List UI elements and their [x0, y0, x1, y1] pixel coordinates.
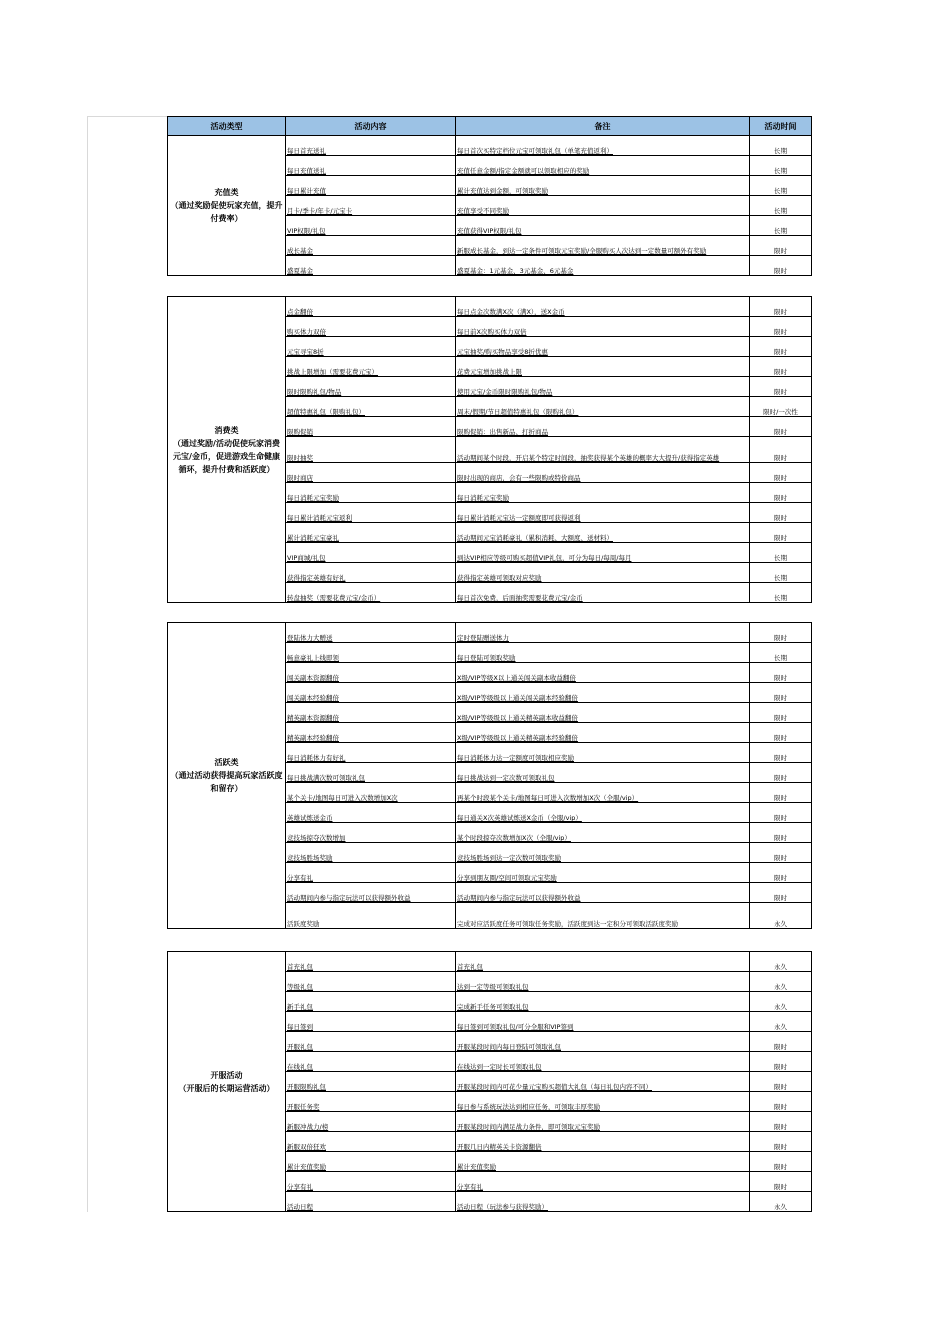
category-cell: [168, 623, 286, 929]
note-cell: 每日首次免费，后面抽奖需要花费元宝/金币: [456, 583, 750, 603]
activity-content-cell: 转盘抽奖（需要花费元宝/金币）: [286, 583, 456, 603]
note-cell: 开服某段时间内满足战力条件，即可领取元宝奖励: [456, 1112, 750, 1132]
activity-time-cell: 永久: [750, 992, 812, 1012]
activity-time-cell: 长期: [750, 156, 812, 176]
note-cell: X级/VIP等级级以上通关闯关副本经验翻倍: [456, 683, 750, 703]
activity-time-cell: 限时: [750, 337, 812, 357]
note-cell: 每日登陆可领取奖励: [456, 643, 750, 663]
activity-content-cell: 限时商店: [286, 463, 456, 483]
note-cell: 某个时段掠夺次数增加X次（全服/vip）: [456, 823, 750, 843]
header-row: [168, 117, 812, 136]
activity-time-cell: 限时: [750, 1092, 812, 1112]
activity-time-cell: 限时: [750, 1132, 812, 1152]
note-cell: 限购促销：出售新品、打折商品: [456, 417, 750, 437]
note-cell: 每日累计消耗元宝达一定额度即可获得返利: [456, 503, 750, 523]
activity-content-cell: 每日首充送礼: [286, 136, 456, 156]
activity-time-cell: 限时: [750, 803, 812, 823]
activity-content-cell: VIP商城/礼包: [286, 543, 456, 563]
note-cell: 每日消耗元宝奖励: [456, 483, 750, 503]
activity-time-cell: 限时: [750, 236, 812, 256]
activity-content-cell: 开服任务奖: [286, 1092, 456, 1112]
activity-content-cell: 成长基金: [286, 236, 456, 256]
activity-content-cell: 元宝寻宝8折: [286, 337, 456, 357]
activity-time-cell: 限时: [750, 683, 812, 703]
activity-content-cell: 新手礼包: [286, 992, 456, 1012]
activity-content-cell: 每日签到: [286, 1012, 456, 1032]
activity-time-cell: 限时: [750, 863, 812, 883]
activity-content-cell: 首充礼包: [286, 952, 456, 972]
activity-content-cell: 累计消耗元宝豪礼: [286, 523, 456, 543]
activity-content-cell: 挑战上限增加（需要花费元宝）: [286, 357, 456, 377]
note-cell: 累计充值达到金额，可领取奖励: [456, 176, 750, 196]
note-cell: 每日消耗体力达一定额度可领取相应奖励: [456, 743, 750, 763]
category-title: 活跃类: [214, 758, 239, 767]
note-cell: X级/VIP等级级以上通关精英副本经验翻倍: [456, 723, 750, 743]
activity-time-cell: 永久: [750, 972, 812, 992]
note-cell: 充值获得VIP权限/礼包: [456, 216, 750, 236]
activity-content-cell: 限时限购礼包/物品: [286, 377, 456, 397]
note-cell: 获得指定英雄可领取对应奖励: [456, 563, 750, 583]
activity-time-cell: 限时: [750, 763, 812, 783]
note-cell: 每日通关X次英雄试炼送X金币（全服/vip）: [456, 803, 750, 823]
activity-content-cell: 每日挑战满次数可领取礼包: [286, 763, 456, 783]
activity-time-cell: 长期: [750, 543, 812, 563]
note-cell: 竞技场胜场到达一定次数可领取奖励: [456, 843, 750, 863]
activity-content-cell: 闯关副本经验翻倍: [286, 683, 456, 703]
activity-time-cell: 限时: [750, 883, 812, 903]
activity-table: [167, 622, 812, 929]
note-cell: 花费元宝增加挑战上限: [456, 357, 750, 377]
category-cell: [168, 952, 286, 1212]
category-title: 开服活动: [210, 1070, 243, 1080]
category-cell: [168, 136, 286, 276]
activity-content-cell: 竞技场胜场奖励: [286, 843, 456, 863]
sheet-left-gridline: [87, 116, 88, 1212]
header-time: 活动时间: [750, 117, 812, 136]
note-cell: 活动期间内参与指定玩法可以获得额外收益: [456, 883, 750, 903]
activity-content-cell: 登陆体力大赠送: [286, 623, 456, 643]
activity-time-cell: 限时: [750, 256, 812, 276]
note-cell: 限时出现的商店，会有一些限购或特价商品: [456, 463, 750, 483]
category-title: 充值类: [214, 188, 239, 197]
activity-content-cell: 月卡/季卡/年卡/元宝卡: [286, 196, 456, 216]
note-cell: 每日签到可领取礼包/可分全服和VIP签到: [456, 1012, 750, 1032]
activity-content-cell: 超值特惠礼包（限购礼包）: [286, 397, 456, 417]
note-cell: 达到一定等级可领取礼包: [456, 972, 750, 992]
note-cell: 每日首次买特定档位元宝可领取礼包（单笔充值返利）: [456, 136, 750, 156]
header-content: 活动内容: [286, 117, 456, 136]
activity-time-cell: 限时: [750, 503, 812, 523]
activity-time-cell: 限时: [750, 663, 812, 683]
consumption-table: [167, 296, 812, 603]
activity-content-cell: 精英副本经验翻倍: [286, 723, 456, 743]
note-cell: 每日前X次购买体力双倍: [456, 317, 750, 337]
activity-content-cell: 活动期间内参与指定玩法可以获得额外收益: [286, 883, 456, 903]
category-cell: [168, 297, 286, 603]
activity-content-cell: 等级礼包: [286, 972, 456, 992]
activity-time-cell: 限时: [750, 377, 812, 397]
activity-content-cell: 英雄试炼送金币: [286, 803, 456, 823]
activity-time-cell: 限时: [750, 317, 812, 337]
activity-time-cell: 永久: [750, 903, 812, 929]
note-cell: 每日挑战达到一定次数可领取礼包: [456, 763, 750, 783]
activity-content-cell: 某个关卡/地图每日可进入次数增加X次: [286, 783, 456, 803]
activity-time-cell: 限时: [750, 1072, 812, 1092]
note-cell: 完成对应活跃度任务可领取任务奖励，活跃度到达一定积分可领取活跃度奖励: [456, 903, 750, 929]
activity-content-cell: 盛夏基金: [286, 256, 456, 276]
activity-time-cell: 限时: [750, 723, 812, 743]
note-cell: X级/VIP等级级以上通关精英副本收益翻倍: [456, 703, 750, 723]
activity-content-cell: 每日累计充值: [286, 176, 456, 196]
note-cell: X级/VIP等级X以上通关闯关副本收益翻倍: [456, 663, 750, 683]
category-title: 消费类: [214, 425, 239, 435]
note-cell: 充值任意金额/指定金额就可以领取相应的奖励: [456, 156, 750, 176]
activity-time-cell: 限时: [750, 1032, 812, 1052]
note-cell: 新服成长基金，到达一定条件可领取元宝奖励/全服购买人次达到一定数量可额外有奖励: [456, 236, 750, 256]
activity-content-cell: 获得指定英雄有好礼: [286, 563, 456, 583]
activity-content-cell: 每日消耗体力有好礼: [286, 743, 456, 763]
activity-time-cell: 限时: [750, 297, 812, 317]
activity-content-cell: 购买体力双倍: [286, 317, 456, 337]
note-cell: 活动日程（玩法参与获得奖励）: [456, 1192, 750, 1212]
note-cell: 首充礼包: [456, 952, 750, 972]
activity-time-cell: 限时: [750, 463, 812, 483]
activity-content-cell: 在线礼包: [286, 1052, 456, 1072]
header-note: 备注: [456, 117, 750, 136]
activity-content-cell: 开服礼包: [286, 1032, 456, 1052]
note-cell: 周末/假期/节日超值特惠礼包（限购礼包）: [456, 397, 750, 417]
activity-time-cell: 长期: [750, 176, 812, 196]
note-cell: 盛夏基金：1元基金、3元基金、6元基金: [456, 256, 750, 276]
activity-content-cell: VIP权限/礼包: [286, 216, 456, 236]
activity-content-cell: 点金翻倍: [286, 297, 456, 317]
note-cell: 定时登陆赠送体力: [456, 623, 750, 643]
activity-content-cell: 活动日程: [286, 1192, 456, 1212]
table-row: [168, 136, 812, 156]
activity-time-cell: 长期: [750, 136, 812, 156]
note-cell: 分享有礼: [456, 1172, 750, 1192]
note-cell: 到达VIP相应等级可购买超值VIP礼包，可分为每日/每周/每月: [456, 543, 750, 563]
activity-time-cell: 长期: [750, 216, 812, 236]
activity-time-cell: 永久: [750, 1192, 812, 1212]
activity-time-cell: 长期: [750, 583, 812, 603]
activity-time-cell: 限时/一次性: [750, 397, 812, 417]
activity-content-cell: 分享有礼: [286, 1172, 456, 1192]
category-subtitle: （通过奖励/活动促使玩家消费元宝/金币，促进游戏生命健康循环，提升付费和活跃度）: [173, 438, 280, 474]
activity-time-cell: 长期: [750, 563, 812, 583]
activity-time-cell: 限时: [750, 1112, 812, 1132]
activity-content-cell: 活跃度奖励: [286, 903, 456, 929]
activity-time-cell: 限时: [750, 743, 812, 763]
activity-time-cell: 永久: [750, 952, 812, 972]
activity-time-cell: 永久: [750, 1012, 812, 1032]
activity-time-cell: 限时: [750, 523, 812, 543]
category-subtitle: （通过活动获得提高玩家活跃度和留存）: [170, 771, 283, 793]
note-cell: 在线达到一定时长可领取礼包: [456, 1052, 750, 1072]
header-type: 活动类型: [168, 117, 286, 136]
recharge-table: [167, 116, 812, 276]
activity-time-cell: 限时: [750, 783, 812, 803]
activity-time-cell: 限时: [750, 823, 812, 843]
category-subtitle: （通过奖励促使玩家充值，提升付费率）: [170, 201, 283, 223]
activity-content-cell: 限购促销: [286, 417, 456, 437]
activity-content-cell: 累计充值奖励: [286, 1152, 456, 1172]
note-cell: 开服几日内精英关卡资源翻倍: [456, 1132, 750, 1152]
sheet-top-gridline: [87, 116, 167, 117]
table-row: [168, 297, 812, 317]
activity-content-cell: 精英副本资源翻倍: [286, 703, 456, 723]
activity-time-cell: 限时: [750, 1052, 812, 1072]
note-cell: 完成新手任务可领取礼包: [456, 992, 750, 1012]
activity-content-cell: 新服冲战力/榜: [286, 1112, 456, 1132]
category-subtitle: （开服后的长期运营活动）: [178, 1083, 275, 1093]
activity-time-cell: 限时: [750, 843, 812, 863]
activity-content-cell: 畅意豪礼上线即领: [286, 643, 456, 663]
activity-time-cell: 限时: [750, 417, 812, 437]
activity-time-cell: 限时: [750, 483, 812, 503]
note-cell: 累计充值奖励: [456, 1152, 750, 1172]
activity-time-cell: 长期: [750, 643, 812, 663]
note-cell: 再某个时段某个关卡/地图每日可进入次数增加X次（全服/vip）: [456, 783, 750, 803]
activity-time-cell: 长期: [750, 196, 812, 216]
activity-content-cell: 每日消耗元宝奖励: [286, 483, 456, 503]
note-cell: 活动期间元宝消耗豪礼（累积消耗、大额度、送材料）: [456, 523, 750, 543]
note-cell: 元宝抽奖/购买物品享受8折优惠: [456, 337, 750, 357]
activity-time-cell: 限时: [750, 1172, 812, 1192]
activity-content-cell: 分享有礼: [286, 863, 456, 883]
activity-content-cell: 开服限购礼包: [286, 1072, 456, 1092]
activity-time-cell: 限时: [750, 623, 812, 643]
note-cell: 每日参与系统玩法达到相应任务，可领取丰厚奖励: [456, 1092, 750, 1112]
activity-content-cell: 限时抽奖: [286, 437, 456, 463]
activity-content-cell: 每日充值送礼: [286, 156, 456, 176]
note-cell: 充值享受不同奖励: [456, 196, 750, 216]
activity-time-cell: 限时: [750, 703, 812, 723]
server-launch-table: [167, 951, 812, 1212]
note-cell: 开服某段时间内每日登陆可领取礼包: [456, 1032, 750, 1052]
activity-time-cell: 限时: [750, 357, 812, 377]
activity-content-cell: 闯关副本资源翻倍: [286, 663, 456, 683]
activity-content-cell: 每日累计消耗元宝返利: [286, 503, 456, 523]
activity-time-cell: 限时: [750, 437, 812, 463]
activity-content-cell: 新服双倍狂欢: [286, 1132, 456, 1152]
table-row: [168, 952, 812, 972]
table-row: [168, 623, 812, 643]
note-cell: 开服某段时间内可花少量元宝购买超值大礼包（每日礼包内容不同）: [456, 1072, 750, 1092]
note-cell: 活动期间某个时段，开启某个特定时间段，抽奖获得某个英雄的概率大大提升/获得指定英雄: [456, 437, 750, 463]
note-cell: 每日点金次数满X次（满X），送X金币: [456, 297, 750, 317]
activity-content-cell: 竞技场掠夺次数增加: [286, 823, 456, 843]
note-cell: 使用元宝/金币限时限购礼包/物品: [456, 377, 750, 397]
activity-time-cell: 限时: [750, 1152, 812, 1172]
note-cell: 分享到朋友圈/空间可领取元宝奖励: [456, 863, 750, 883]
